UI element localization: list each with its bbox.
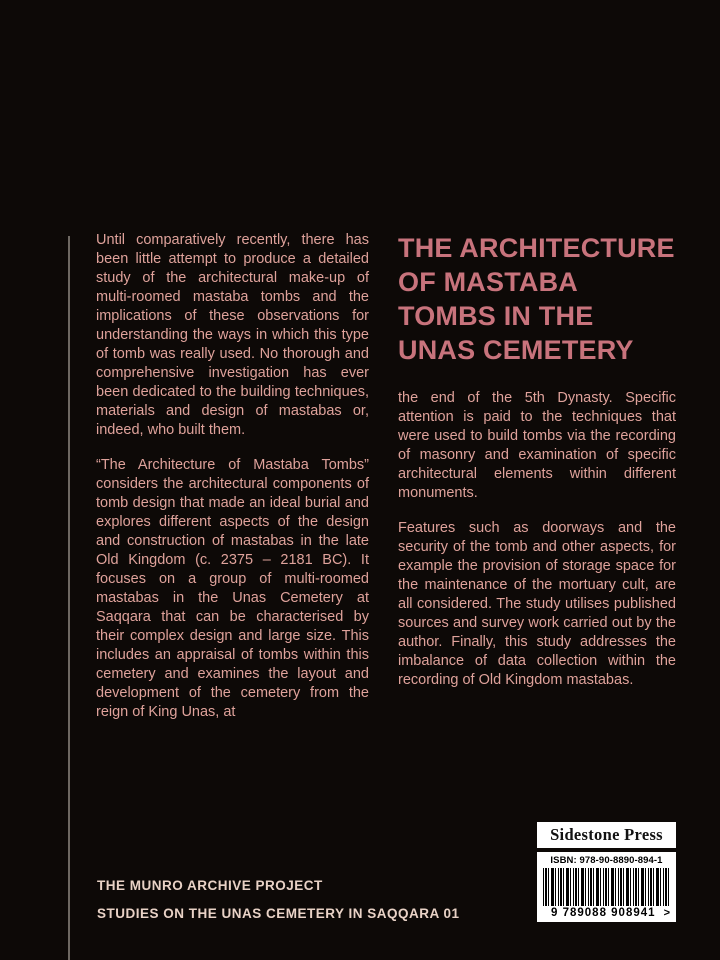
book-title (398, 231, 676, 367)
book-title-line: TOMBS IN THE (398, 301, 594, 331)
body-paragraph: Until comparatively recently, there has been little attempt to produce a detailed study of the architectural make-up of multi-roomed mastaba tombs and the implications of these observations for understanding the ways in which this type of tomb was really used. No thorough and comprehensive investigation has ever been dedicated to the building techniques, materials and design of mastabas or, indeed, who built them. (96, 232, 369, 438)
isbn-number: 9 789088 908941 (551, 907, 656, 919)
book-title-line: OF MASTABA (398, 267, 578, 297)
book-title-line: THE ARCHITECTURE (398, 233, 675, 263)
body-paragraph: “The Architecture of Mastaba Tombs” considers the architectural components of tomb design that made an ideal burial and explores different aspects of the design and construction of mastabas in the late Old Kingdom (c. 2375 – 2181 BC). It focuses on a group of multi-roomed mastabas in the Unas Cemetery at Saqqara that can be characterised by their complex design and large size. This includes an appraisal of tombs within this cemetery and examines the layout and development of the cemetery from the reign of King Unas, at (96, 457, 369, 720)
isbn-label: ISBN: 978-90-8890-894-1 (550, 855, 663, 866)
series-info (97, 872, 460, 928)
isbn-number-row (543, 907, 670, 919)
body-paragraph: Features such as doorways and the security of the tomb and other aspects, for example the provision of storage space for the maintenance of the mortuary cult, are all considered. The study utilises published sources and survey work carried out by the author. Finally, this study addresses the imbalance of data collection within the recording of Old Kingdom mastabas. (398, 520, 676, 688)
spine-line (68, 236, 70, 960)
series-line-studies: STUDIES ON THE UNAS CEMETERY IN SAQQARA 01 (97, 906, 460, 921)
right-column (398, 231, 676, 706)
book-title-line: UNAS CEMETERY (398, 335, 634, 365)
isbn-barcode (537, 852, 676, 922)
publisher-name: Sidestone Press (537, 822, 676, 848)
barcode-bars-icon (543, 868, 670, 906)
quiet-zone-mark: > (663, 907, 670, 919)
series-line-project: THE MUNRO ARCHIVE PROJECT (97, 878, 323, 893)
left-column (96, 231, 369, 738)
body-paragraph: the end of the 5th Dynasty. Specific attention is paid to the techniques that were used to build tombs via the recording of masonry and examination of specific architectural elements within different monuments. (398, 390, 676, 501)
